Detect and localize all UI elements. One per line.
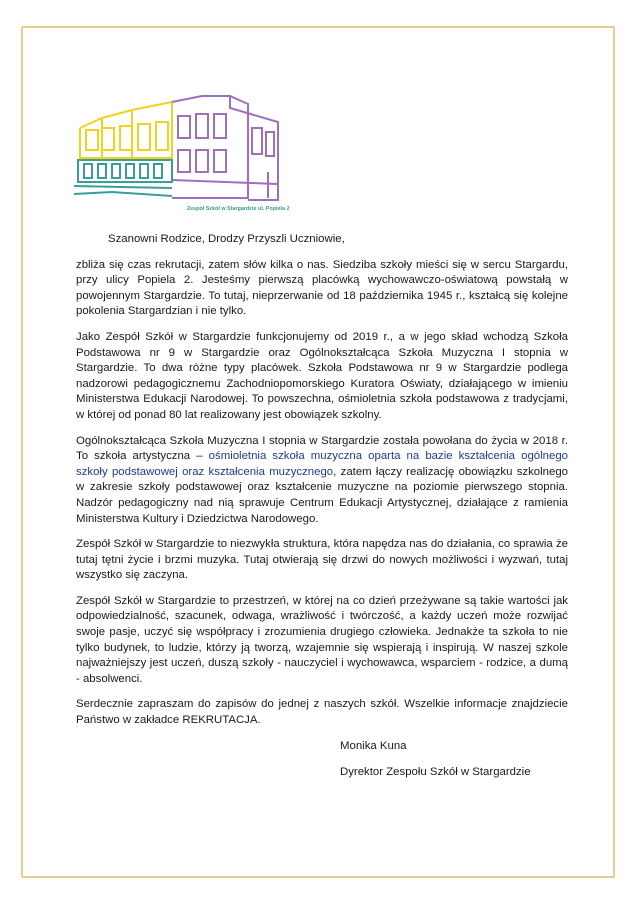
building-illustration-icon (72, 88, 292, 216)
paragraph-history: zbliża się czas rekrutacji, zatem słów kilka o nas. Siedziba szkoły mieści się w sercu Stargardu, przy ulicy Popiela 2. Jesteśmy pierwszą placówką wychowawczo-oświatową powstałą w powojennym Stargardzie. To tutaj, nieprzerwanie od 18 października 1945 r., kształcą się kolejne pokolenia Stargardzian i nie tylko. (76, 258, 568, 318)
logo-teal-section (74, 160, 172, 196)
paragraph-school-complex: Jako Zespół Szkół w Stargardzie funkcjonujemy od 2019 r., a w jego skład wchodzą Szkoła Podstawowa nr 9 w Stargardzie oraz Ogólnokształcąca Szkoła Muzyczna I stopnia w Stargardzie. To dwa różne typy placówek. Szkoła Podstawowa nr 9 w Stargardzie podlega nadzorowi pedagogicznemu Zachodniopomorskiego Kuratora Oświaty, działającego w imieniu Ministerstwa Edukacji Narodowej. To powszechna, ośmioletnia szkoła podstawowa z tradycjami, w której od ponad 80 lat realizowany jest obowiązek szkolny. (76, 330, 568, 421)
paragraph-values: Zespół Szkół w Stargardzie to przestrzeń, w której na co dzień przeżywane są takie wartości jak odpowiedzialność, szacunek, odwaga, wrażliwość i twórczość, a każdy uczeń może rozwijać swoje pasje, uczyć się współpracy i zrozumienia drugiego człowieka. Jednakże ta szkoła to nie tylko budynek, to ludzie, którzy ją tworzą, wzajemnie się wspierają i inspirują. W naszej szkole najważniejszy jest uczeń, duszą szkoły - nauczyciel i wychowawca, wsparciem - rodzice, a dumą - absolwenci. (76, 594, 568, 685)
paragraph-structure: Zespół Szkół w Stargardzie to niezwykła struktura, która napędza nas do działania, co sprawia że tutaj tętni życie i brzmi muzyka. Tutaj otwierają się drzwi do nowych możliwości i wyzwań, tutaj wszystko się zaczyna. (76, 538, 568, 582)
logo-caption: Zespół Szkół w Stargardzie ul. Popiela 2 (187, 206, 290, 212)
letter-greeting: Szanowni Rodzice, Drodzy Przyszli Uczniowie, (108, 233, 345, 245)
paragraph-invitation: Serdecznie zapraszam do zapisów do jednej z naszych szkół. Wszelkie informacje znajdziecie Państwo w zakładce REKRUTACJA. (76, 698, 568, 727)
letter-body (76, 232, 568, 792)
signature-block (340, 739, 568, 781)
logo-purple-section (172, 96, 278, 200)
paragraph-music-school (76, 434, 568, 528)
signature-name: Monika Kuna (340, 739, 407, 752)
logo-yellow-section (80, 102, 172, 158)
music-school-text-start: Ogólnokształcąca Szkoła Muzyczna I stopnia w Stargardzie została powołana do życia w 2018 r. To szkoła artystyczna – (76, 434, 568, 463)
music-school-text-end: , zatem łączy realizację obowiązku szkolnego w zakresie szkoły podstawowej oraz kształcenie muzyczne na poziomie pierwszego stopnia. Nadzór pedagogiczny nad nią sprawuje Centrum Edukacji Artystycznej, działające z ramienia Ministerstwa Kultury i Dziedzictwa Narodowego. (76, 465, 569, 525)
music-school-highlight: ośmioletnia szkoła muzyczna oparta na bazie kształcenia ogólnego szkoły podstawowej oraz kształcenia muzycznego (76, 450, 568, 478)
signature-title: Dyrektor Zespołu Szkół w Stargardzie (340, 766, 531, 779)
school-building-logo (72, 88, 292, 216)
